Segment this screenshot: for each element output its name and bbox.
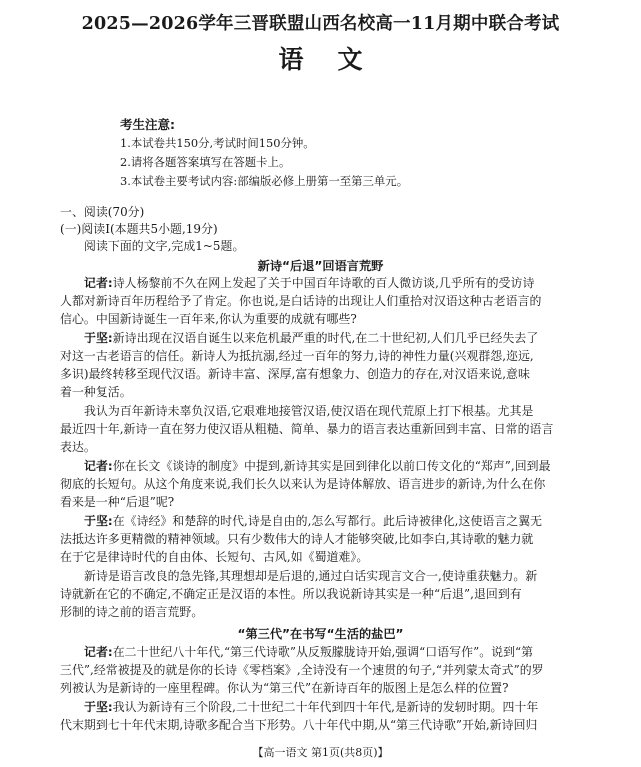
paragraph-line: 于坚:我认为新诗有三个阶段,二十世纪二十年代到四十年代,是新诗的发轫时期。四十年 (84, 700, 539, 714)
paragraph-line: 信心。中国新诗诞生一百年来,你认为重要的成就有哪些? (60, 312, 357, 326)
paragraph-line: 彻底的长短句。从这个角度来说,我们长久以来认为是诗体解放、语言进步的新诗,为什么在你 (60, 477, 546, 491)
paragraph-line: 多识)最终转移至现代汉语。新诗丰富、深厚,富有想象力、创造力的存在,对汉语来说,意味 (60, 367, 530, 381)
paragraph-line: 法抵达许多更精微的精神领域。只有少数伟大的诗人才能够突破,比如李白,其诗歌的魅力就 (60, 532, 534, 546)
subject-title: 语文 (278, 45, 397, 74)
paragraph-line: 着一种复活。 (60, 385, 132, 399)
page-footer: 【高一语文 第1页(共8页)】 (252, 746, 389, 759)
paragraph-line: 诗就新在它的不确定,不确定正是汉语的本性。所以我说新诗其实是一种“后退”,退回到有 (60, 587, 522, 601)
paragraph-line: 列被认为是新诗的一座里程碑。你认为“第三代”在新诗百年的版图上是怎么样的位置? (60, 681, 509, 695)
speaker-label: 记者: (84, 645, 113, 659)
notice-item-1: 1.本试卷共150分,考试时间150分钟。 (120, 136, 315, 150)
subsection-heading: (一)阅读Ⅰ(本题共5小题,19分) (60, 222, 218, 236)
paragraph-line: 看来是一种“后退”呢? (60, 495, 175, 509)
paragraph-line: 代末期到七十年代末期,诗歌多配合当下形势。八十年代中期,从“第三代诗歌”开始,新诗回归 (60, 718, 538, 732)
paragraph-line: 形制的诗之前的语言荒野。 (60, 605, 204, 619)
notice-heading: 考生注意: (120, 117, 175, 132)
exam-title: 2025—2026学年三晋联盟山西名校高一11月期中联合考试 (81, 14, 560, 34)
speaker-label: 记者: (84, 459, 113, 473)
paragraph-line: 人都对新诗百年历程给予了肯定。你也说,是白话诗的出现让人们重拾对汉语这种古老语言的 (60, 294, 542, 308)
reading-instruction: 阅读下面的文字,完成1~5题。 (84, 239, 245, 253)
speaker-label: 于坚: (84, 331, 113, 345)
paragraph-line: 记者:你在长文《谈诗的制度》中提到,新诗其实是回到律化以前口传文化的“郑声”,回到最 (84, 459, 551, 473)
article-title-2: “第三代”在书写“生活的盐巴” (237, 627, 404, 641)
speaker-label: 于坚: (84, 514, 113, 528)
speaker-label: 于坚: (84, 700, 113, 714)
article-title-1: 新诗“后退”回语言荒野 (257, 259, 384, 273)
speaker-label: 记者: (84, 276, 113, 290)
paragraph-line: 记者:在二十世纪八十年代,“第三代诗歌”从反叛朦胧诗开始,强调“口语写作”。说到“第 (84, 645, 534, 659)
paragraph-line: 新诗是语言改良的急先锋,其理想却是后退的,通过白话实现言文合一,使诗重获魅力。新 (84, 569, 538, 583)
notice-item-3: 3.本试卷主要考试内容:部编版必修上册第一至第三单元。 (120, 174, 409, 188)
paragraph-line: 三代”,经常被提及的就是你的长诗《零档案》,全诗没有一个速贯的句子,“并列蒙太奇式”的罗 (60, 663, 544, 677)
paragraph-line: 于坚:在《诗经》和楚辞的时代,诗是自由的,怎么写都行。此后诗被律化,这使语言之翼无 (84, 514, 543, 528)
paragraph-line: 在于它是律诗时代的自由体、长短句、古风,如《蜀道难》。 (60, 550, 369, 564)
paragraph-line: 表达。 (60, 440, 96, 454)
paragraph-line: 对这一古老语言的信任。新诗人为抵抗溺,经过一百年的努力,诗的神性力量(兴观群怨,迩远, (60, 349, 534, 363)
paragraph-line: 最近四十年,新诗一直在努力使汉语从粗糙、简单、暴力的语言表达重新回到丰富、日常的语言 (60, 422, 554, 436)
paragraph-line: 记者:诗人杨黎前不久在网上发起了关于中国百年诗歌的百人微访谈,几乎所有的受访诗 (84, 276, 535, 290)
paragraph-line: 于坚:新诗出现在汉语自诞生以来危机最严重的时代,在二十世纪初,人们几乎已经失去了 (84, 331, 539, 345)
paragraph-line: 我认为百年新诗未辜负汉语,它艰难地接管汉语,使汉语在现代荒原上打下根基。尤其是 (84, 404, 534, 418)
notice-item-2: 2.请将各题答案填写在答题卡上。 (120, 155, 291, 169)
section-heading: 一、阅读(70分) (60, 205, 145, 219)
